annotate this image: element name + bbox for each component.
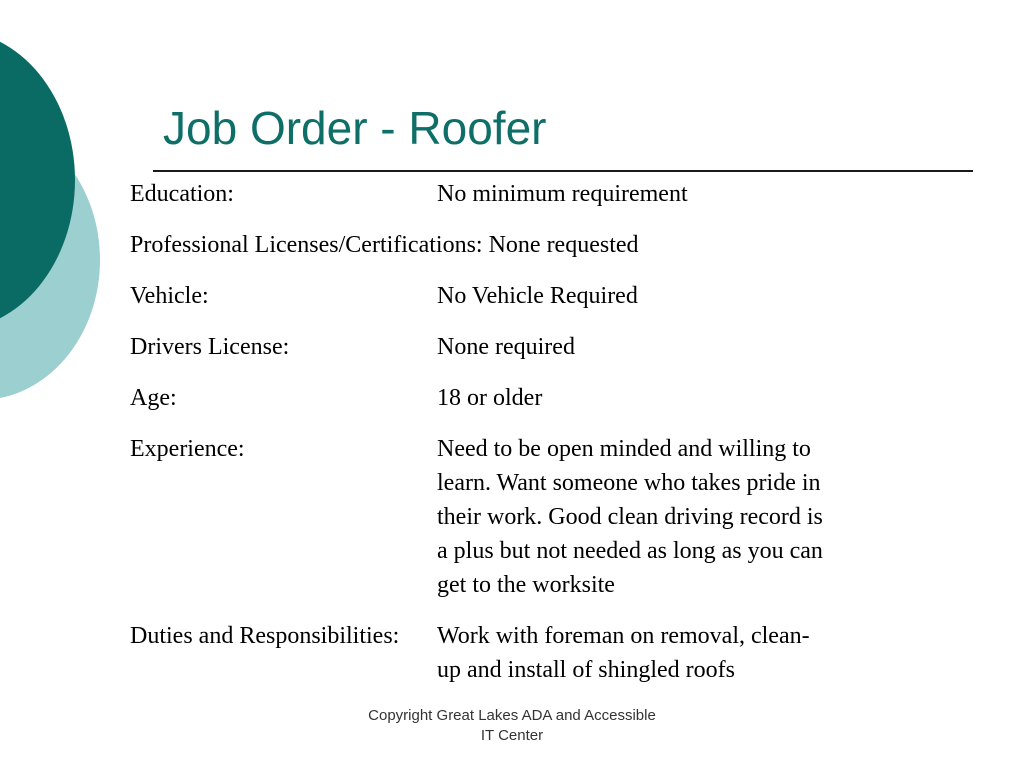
age-label: Age: <box>130 385 177 411</box>
job-details <box>130 177 890 704</box>
row-vehicle <box>130 279 890 313</box>
row-drivers-license <box>130 330 890 364</box>
slide-title: Job Order - Roofer <box>163 102 547 154</box>
vehicle-label: Vehicle: <box>130 283 209 309</box>
row-duties <box>130 619 890 687</box>
title-divider <box>153 170 973 172</box>
licenses-line: Professional Licenses/Certifications: None requested <box>130 232 639 258</box>
row-education <box>130 177 890 211</box>
experience-label: Experience: <box>130 436 245 462</box>
drivers-license-value: None required <box>437 334 575 360</box>
vehicle-value: No Vehicle Required <box>437 283 638 309</box>
education-label: Education: <box>130 181 234 207</box>
row-licenses <box>130 228 890 262</box>
age-value: 18 or older <box>437 385 543 411</box>
duties-value: Work with foreman on removal, clean-up and install of shingled roofs <box>437 623 810 683</box>
copyright-footer: Copyright Great Lakes ADA and Accessible IT Center <box>368 707 656 744</box>
experience-value: Need to be open minded and willing to learn. Want someone who takes pride in their work. Good clean driving record is a plus but not needed as long as you can get to the worksite <box>437 436 823 598</box>
education-value: No minimum requirement <box>437 181 688 207</box>
duties-label: Duties and Responsibilities: <box>130 623 400 649</box>
row-experience <box>130 432 890 602</box>
drivers-license-label: Drivers License: <box>130 334 290 360</box>
row-age <box>130 381 890 415</box>
